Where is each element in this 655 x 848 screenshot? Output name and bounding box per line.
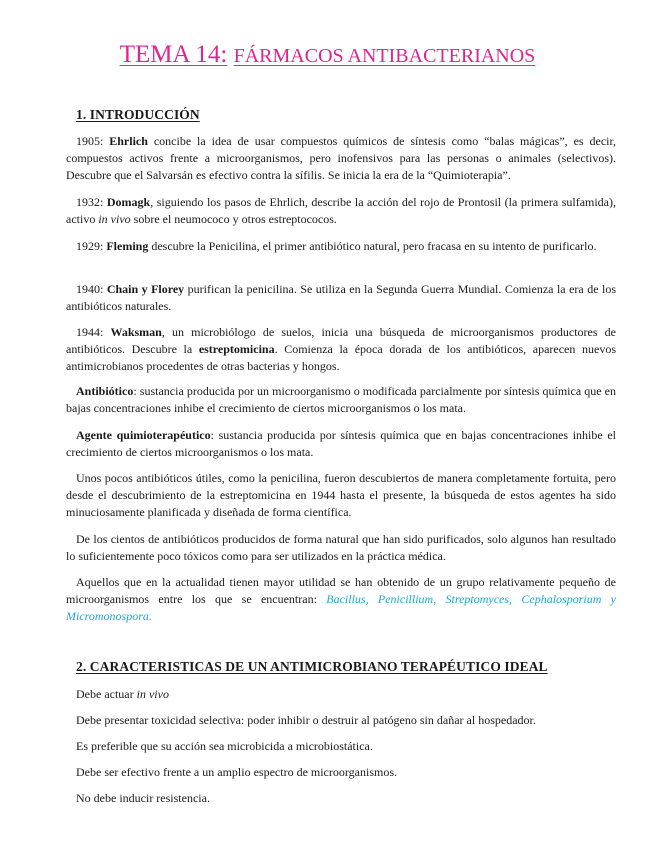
year-1932: 1932: xyxy=(76,195,104,209)
domagk-italic: in vivo xyxy=(98,211,131,226)
section-1-heading: 1. INTRODUCCIÓN xyxy=(76,107,200,122)
waksman-text-a: , un microbiólogo de suelos, inicia una búsqueda de microorganismos productores de antibióticos. Descubre la xyxy=(66,325,616,356)
criteria-item-4: Debe ser efectivo frente a un amplio espectro de microorganismos. xyxy=(76,765,397,779)
paragraph-agente-quimioterapeutico xyxy=(66,427,616,461)
estreptomicina-bold: estreptomicina xyxy=(198,341,275,356)
name-chain-florey: Chain y Florey xyxy=(106,282,185,296)
section-2-heading: 2. CARACTERISTICAS DE UN ANTIMICROBIANO TERAPÉUTICO IDEAL xyxy=(76,659,548,674)
genera-list: Bacillus, Penicillium, Streptomyces, Cephalosporium y Micromonospora. xyxy=(66,591,616,623)
domagk-text-a: , siguiendo los pasos de Ehrlich, describe la acción del rojo de Prontosil (la primera sulfamida), activo xyxy=(66,195,617,226)
year-1929: 1929: xyxy=(76,239,104,253)
term-antibiotico: Antibiótico xyxy=(76,384,134,398)
name-fleming: Fleming xyxy=(106,239,149,253)
domagk-text-b: sobre el neumococo y otros estreptococos. xyxy=(130,211,337,226)
title-text: FÁRMACOS ANTIBACTERIANOS xyxy=(233,45,536,67)
name-ehrlich: Ehrlich xyxy=(109,134,148,148)
paragraph-purificados: De los cientos de antibióticos producidos de forma natural que han sido purificados, solo algunos han resultado lo suficientemente poco tóxicos como para ser utilizados en la práctica médica. xyxy=(66,532,616,563)
term-agente-quimioterapeutico: Agente quimioterapéutico xyxy=(76,428,211,442)
paragraph-domagk xyxy=(66,194,616,228)
antibiotico-definition: : sustancia producida por un microorganismo o modificada parcialmente por síntesis química que en bajas concentraciones inhibe el crecimiento de ciertos microorganismos o los mata. xyxy=(66,384,616,415)
agente-definition: : sustancia producida por síntesis química que en bajas concentraciones inhibe el crecimiento de ciertos microorganismos o los mata. xyxy=(66,428,617,459)
criteria-item-2: Debe presentar toxicidad selectiva: poder inhibir o destruir al patógeno sin dañar al hospedador. xyxy=(76,713,536,727)
year-1940: 1940: xyxy=(76,282,104,296)
ehrlich-text: concibe la idea de usar compuestos químicos de síntesis como “balas mágicas”, es decir, compuestos activos frente a microorganismos, pero inofensivos para las personas o animales (selectivos). Descubre que el Salvarsán es efectivo contra la sífilis. Se inicia la era de la “Quimioterapia”. xyxy=(66,134,616,182)
paragraph-antibiotico xyxy=(66,383,616,417)
paragraph-ehrlich xyxy=(66,133,616,183)
paragraph-microorganismos-productores xyxy=(66,574,616,624)
paragraph-chain-florey xyxy=(66,281,616,315)
criteria-item-3: Es preferible que su acción sea microbicida a microbiostática. xyxy=(76,739,373,753)
productores-text: Aquellos que en la actualidad tienen mayor utilidad se han obtenido de un grupo relativamente pequeño de microorganismos entre los que se encuentran: xyxy=(66,575,616,606)
title-prefix: TEMA 14: xyxy=(119,41,228,68)
name-waksman: Waksman xyxy=(110,325,162,339)
fleming-text: descubre la Penicilina, el primer antibiótico natural, pero fracasa en su intento de purificarlo. xyxy=(148,239,597,253)
criteria-item-5: No debe inducir resistencia. xyxy=(76,791,210,805)
year-1905: 1905: xyxy=(76,134,104,148)
paragraph-fleming xyxy=(66,238,616,255)
criteria-item-1 xyxy=(76,686,169,703)
waksman-text-b: . Comienza la época dorada de los antibióticos, aparecen nuevos antimicrobianos procedentes de otras bacterias y hongos. xyxy=(66,341,616,373)
paragraph-waksman xyxy=(66,324,616,374)
criteria-item-1-text: Debe actuar xyxy=(76,687,137,701)
page-title xyxy=(0,40,655,71)
name-domagk: Domagk xyxy=(106,195,151,209)
paragraph-descubrimiento: Unos pocos antibióticos útiles, como la penicilina, fueron descubiertos de manera completamente fortuita, pero desde el descubrimiento de la estreptomicina en 1944 hasta el presente, la búsqueda de estos agentes ha sido minuciosamente planificada y diseñada de forma científica. xyxy=(66,471,616,519)
criteria-item-1-italic: in vivo xyxy=(136,687,169,701)
year-1944: 1944: xyxy=(76,325,104,339)
chain-florey-text: purifican la penicilina. Se utiliza en la Segunda Guerra Mundial. Comienza la era de los antibióticos naturales. xyxy=(66,282,616,313)
